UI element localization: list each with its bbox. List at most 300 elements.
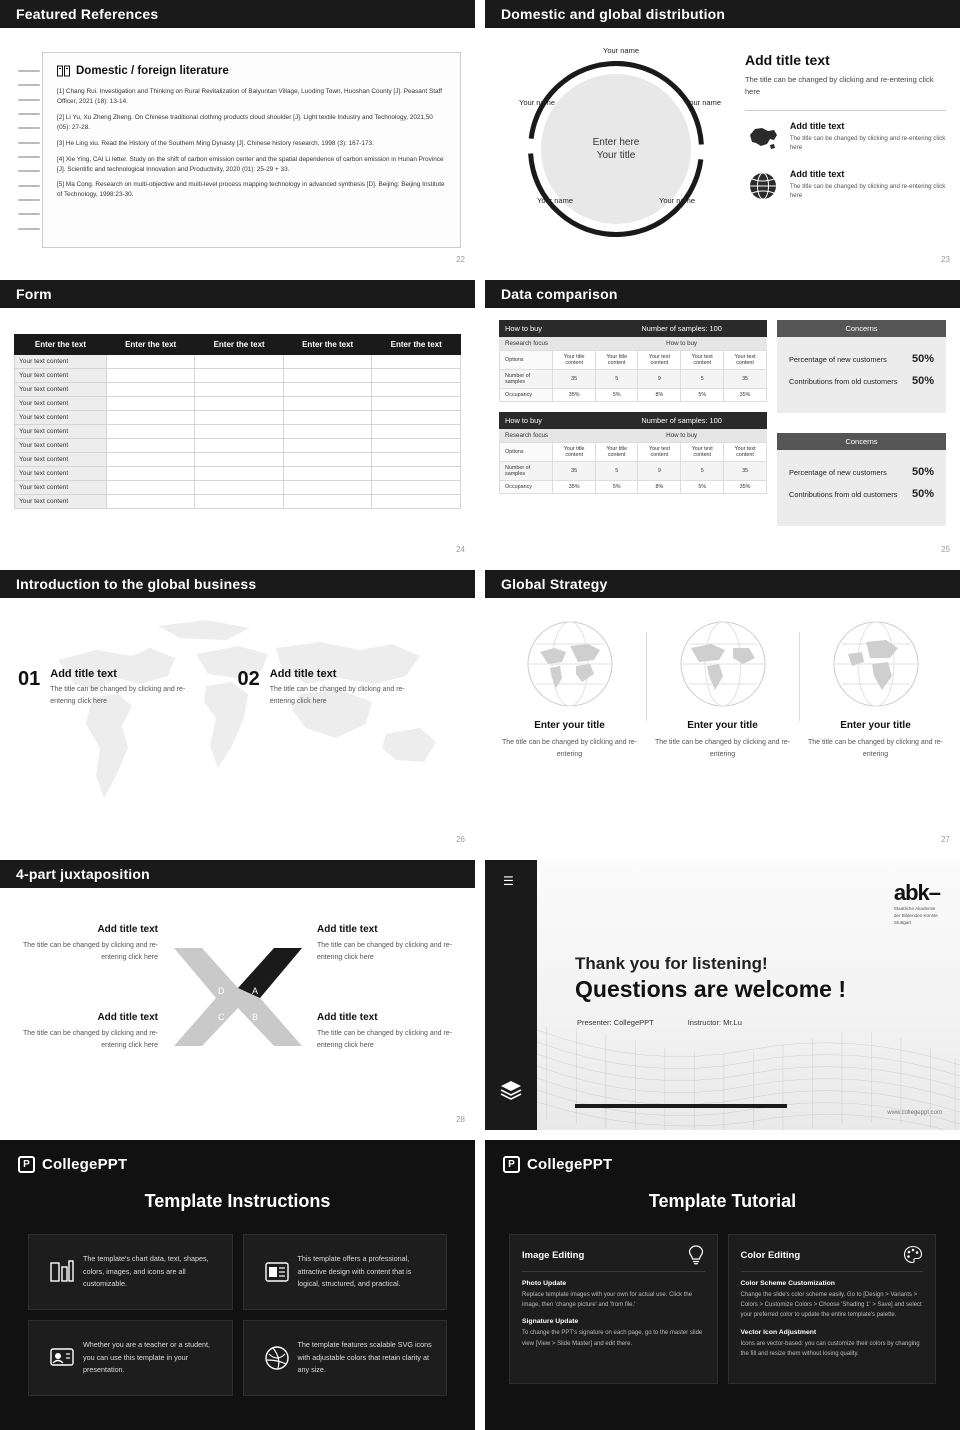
table-cell bbox=[372, 481, 461, 495]
layers-icon bbox=[499, 1078, 523, 1102]
slide-global-business bbox=[0, 570, 475, 850]
concerns-line bbox=[789, 353, 934, 365]
tutorial-section-text: Change the slide's color scheme easily. Go to [Design > Variants > Colors > Customize Colors > Choose 'Shading 1' > Save] and select your preferred color to update the entire template's palette. bbox=[740, 1292, 922, 1319]
concerns-line bbox=[789, 488, 934, 500]
tutorial-section-head: Photo Update bbox=[522, 1280, 567, 1287]
quadrant-top-right bbox=[317, 924, 457, 964]
quadrant-title: Add title text bbox=[97, 924, 158, 935]
concerns-line bbox=[789, 375, 934, 387]
svg-text:A: A bbox=[251, 986, 258, 996]
chart-icon bbox=[41, 1259, 83, 1285]
tutorial-card-head bbox=[741, 1245, 924, 1272]
table-cell: 5% bbox=[681, 481, 724, 494]
table-cell: Number of samples bbox=[500, 462, 553, 481]
distribution-row-title: Add title text bbox=[789, 169, 845, 179]
comparison-sub-left: Research focus bbox=[505, 432, 548, 439]
concerns-value: 50% bbox=[911, 466, 934, 478]
strategy-text: The title can be changed by clicking and re-entering bbox=[501, 739, 638, 758]
instruction-card bbox=[28, 1320, 233, 1396]
concerns-card bbox=[777, 433, 946, 526]
vector-icon bbox=[256, 1345, 298, 1371]
slide-title: Domestic and global distribution bbox=[485, 0, 960, 28]
page-number: 25 bbox=[941, 545, 950, 554]
instructions-heading: Template Instructions bbox=[144, 1191, 331, 1211]
instruction-card bbox=[243, 1234, 448, 1310]
table-cell: Your title content bbox=[553, 351, 596, 370]
table-row bbox=[500, 351, 767, 370]
table-cell: 35% bbox=[553, 389, 596, 402]
table-cell: 5 bbox=[595, 370, 638, 389]
data-table bbox=[14, 334, 461, 509]
tutorial-section-head: Vector Icon Adjustment bbox=[740, 1328, 817, 1336]
distribution-heading: Add title text bbox=[745, 52, 830, 68]
spiral-binding-icon bbox=[14, 52, 42, 248]
table-header-cell: Enter the text bbox=[106, 335, 195, 355]
table-cell: Your text content bbox=[724, 351, 767, 370]
distribution-subtext: The title can be changed by clicking and re-entering click here bbox=[745, 75, 934, 96]
table-cell: Number of samples bbox=[500, 370, 553, 389]
thank-you-meta bbox=[577, 1018, 742, 1027]
table-cell: 9 bbox=[638, 370, 681, 389]
concerns-card bbox=[777, 320, 946, 413]
abk-logo-subtext: Staatliche Akademie der Bildenden Künste Stuttgart bbox=[893, 906, 938, 925]
table-cell bbox=[106, 481, 195, 495]
concerns-panels bbox=[777, 320, 946, 526]
comparison-sub-right: How to buy bbox=[666, 432, 698, 439]
divider bbox=[745, 110, 946, 111]
slide-template-tutorial bbox=[485, 1140, 960, 1430]
table-cell: 35 bbox=[553, 462, 596, 481]
comparison-sub bbox=[499, 429, 767, 442]
thank-you-layout bbox=[485, 860, 960, 1130]
svg-text:C: C bbox=[217, 1012, 224, 1022]
table-row bbox=[15, 495, 461, 509]
table-row bbox=[15, 383, 461, 397]
table-cell: Your text content bbox=[15, 467, 107, 481]
slide-juxtaposition bbox=[0, 860, 475, 1130]
center-line-1: Enter here bbox=[592, 136, 640, 148]
item-number: 02 bbox=[237, 668, 260, 690]
center-line-2: Your title bbox=[596, 150, 636, 161]
table-cell: 5 bbox=[681, 462, 724, 481]
instruction-cards bbox=[0, 1234, 475, 1396]
concerns-value: 50% bbox=[911, 353, 934, 365]
brand-mark-icon: P bbox=[18, 1156, 35, 1173]
accent-bar bbox=[575, 1104, 787, 1108]
tutorial-card-head bbox=[522, 1245, 705, 1272]
distribution-row bbox=[745, 169, 946, 203]
table-row bbox=[500, 370, 767, 389]
table-cell bbox=[372, 425, 461, 439]
table-cell: Your text content bbox=[681, 351, 724, 370]
table-cell bbox=[283, 355, 372, 369]
concerns-line bbox=[789, 466, 934, 478]
table-cell: 35% bbox=[724, 389, 767, 402]
svg-text:D: D bbox=[217, 986, 224, 996]
table-cell: 5% bbox=[595, 389, 638, 402]
item-text: The title can be changed by clicking and re-entering click here bbox=[50, 686, 186, 705]
quadrant-top-left bbox=[18, 924, 158, 964]
thank-you-line-2: Questions are welcome ! bbox=[575, 976, 846, 1002]
page-number: 28 bbox=[456, 1115, 465, 1124]
tutorial-section bbox=[741, 1280, 924, 1321]
instructor-label: Instructor: Mr.Lu bbox=[687, 1018, 742, 1027]
table-header-cell: Enter the text bbox=[283, 335, 372, 355]
table-cell: Your text content bbox=[15, 411, 107, 425]
strategy-text: The title can be changed by clicking and re-entering bbox=[807, 739, 944, 758]
comparison-block bbox=[499, 412, 767, 494]
table-cell bbox=[283, 467, 372, 481]
instruction-text: The template features scalable SVG icons with adjustable colors that retain clarity at any size. bbox=[297, 1339, 432, 1375]
page-number: 26 bbox=[456, 835, 465, 844]
comparison-head-left: How to buy bbox=[505, 416, 542, 425]
table-cell: 5% bbox=[595, 481, 638, 494]
concerns-head: Concerns bbox=[777, 320, 946, 337]
tutorial-section-text: Icons are vector-based: you can customize their colors by changing the fill and resize them without losing quality. bbox=[740, 1340, 920, 1357]
reference-notebook bbox=[14, 52, 461, 248]
page-number: 24 bbox=[456, 545, 465, 554]
table-row bbox=[500, 389, 767, 402]
slide-body bbox=[0, 28, 475, 256]
table-cell: Your text content bbox=[724, 443, 767, 462]
slide-body bbox=[485, 598, 960, 761]
table-cell bbox=[106, 467, 195, 481]
slide-form bbox=[0, 280, 475, 560]
quadrant-bottom-right bbox=[317, 1012, 457, 1052]
menu-icon[interactable]: ☰ bbox=[503, 874, 514, 888]
table-cell bbox=[106, 355, 195, 369]
comparison-table bbox=[499, 350, 767, 402]
slide-title: Form bbox=[0, 280, 475, 308]
strategy-column bbox=[646, 618, 799, 761]
table-cell bbox=[372, 383, 461, 397]
tutorial-section bbox=[522, 1318, 705, 1348]
table-cell: Your title content bbox=[595, 443, 638, 462]
table-cell bbox=[283, 495, 372, 509]
table-cell bbox=[195, 495, 284, 509]
tutorial-card-title: Image Editing bbox=[522, 1249, 585, 1261]
table-row bbox=[15, 411, 461, 425]
concerns-label: Contributions from old customers bbox=[789, 377, 898, 386]
tutorial-section-text: Replace template images with your own for actual use. Click the image, then 'change picture' and 'from file.' bbox=[522, 1292, 693, 1309]
slide-thank-you bbox=[485, 860, 960, 1130]
comparison-sub-left: Research focus bbox=[505, 340, 548, 347]
table-cell bbox=[283, 481, 372, 495]
table-cell: Your text content bbox=[15, 425, 107, 439]
globe-flat-icon bbox=[677, 618, 769, 710]
distribution-row-text: The title can be changed by clicking and re-entering click here bbox=[789, 183, 946, 200]
table-cell bbox=[195, 439, 284, 453]
table-cell: 5% bbox=[681, 389, 724, 402]
table-cell bbox=[195, 411, 284, 425]
table-cell bbox=[283, 439, 372, 453]
comparison-tables bbox=[499, 320, 767, 526]
slide-body bbox=[485, 28, 960, 246]
table-row bbox=[500, 481, 767, 494]
quadrant-text: The title can be changed by clicking and re-entering click here bbox=[317, 1030, 453, 1049]
book-icon bbox=[57, 65, 70, 77]
quadrant-title: Add title text bbox=[97, 1012, 158, 1023]
distribution-text-panel bbox=[739, 46, 946, 246]
item-title: Add title text bbox=[50, 668, 117, 680]
distribution-row-text: The title can be changed by clicking and re-entering click here bbox=[789, 135, 946, 152]
table-cell bbox=[283, 397, 372, 411]
reference-card-heading-text: Domestic / foreign literature bbox=[76, 65, 229, 77]
concerns-head: Concerns bbox=[777, 433, 946, 450]
concerns-label: Percentage of new customers bbox=[789, 355, 887, 364]
palette-icon bbox=[903, 1245, 923, 1265]
brand-name: CollegePPT bbox=[527, 1156, 613, 1173]
table-cell: 35% bbox=[724, 481, 767, 494]
table-row bbox=[15, 467, 461, 481]
table-cell bbox=[372, 355, 461, 369]
table-cell bbox=[283, 369, 372, 383]
table-cell bbox=[106, 425, 195, 439]
table-body bbox=[15, 355, 461, 509]
table-cell: Options bbox=[500, 351, 553, 370]
slide-global-strategy bbox=[485, 570, 960, 850]
table-cell: 35 bbox=[553, 370, 596, 389]
item-number: 01 bbox=[18, 668, 41, 690]
table-row bbox=[15, 369, 461, 383]
reference-item: [4] Xie Ying, CAI Li letter. Study on the shift of carbon emission center and the spatial dependence of carbon emission in Hunan Province [J]. Scientific and technological Innovation and Productivity, 2020 (01): 25-29 + 33. bbox=[57, 155, 444, 173]
table-cell bbox=[372, 439, 461, 453]
node-label-right-top: Your name bbox=[685, 98, 721, 107]
comparison-head bbox=[499, 320, 767, 337]
node-label-top: Your name bbox=[603, 46, 639, 55]
concerns-value: 50% bbox=[911, 375, 934, 387]
instruction-card bbox=[243, 1320, 448, 1396]
brand-logo bbox=[485, 1140, 960, 1173]
quadrant-text: The title can be changed by clicking and re-entering click here bbox=[22, 1030, 158, 1049]
table-cell bbox=[106, 453, 195, 467]
distribution-row-title: Add title text bbox=[789, 121, 845, 131]
reference-card bbox=[42, 52, 461, 248]
table-row bbox=[15, 439, 461, 453]
globe-flat-icon bbox=[830, 618, 922, 710]
instruction-text: Whether you are a teacher or a student, you can use this template in your presentation. bbox=[83, 1339, 211, 1375]
table-cell bbox=[106, 397, 195, 411]
table-cell bbox=[106, 411, 195, 425]
tutorial-card bbox=[509, 1234, 718, 1384]
table-cell: Your text content bbox=[15, 397, 107, 411]
table-cell bbox=[195, 355, 284, 369]
comparison-block bbox=[499, 320, 767, 402]
node-label-left-top: Your name bbox=[519, 98, 555, 107]
table-cell: 35 bbox=[724, 370, 767, 389]
slide-body bbox=[485, 308, 960, 526]
svg-text:B: B bbox=[251, 1012, 258, 1022]
node-label-right-bottom: Your name bbox=[659, 196, 695, 205]
slide-title: 4-part juxtaposition bbox=[0, 860, 475, 888]
concerns-value: 50% bbox=[911, 488, 934, 500]
table-cell bbox=[195, 425, 284, 439]
globe-icon bbox=[745, 169, 782, 203]
table-row bbox=[15, 355, 461, 369]
tutorial-section bbox=[741, 1329, 924, 1359]
table-cell: Occupancy bbox=[500, 481, 553, 494]
comparison-table bbox=[499, 442, 767, 494]
table-row bbox=[15, 397, 461, 411]
page-number: 23 bbox=[941, 255, 950, 264]
slide-title: Featured References bbox=[0, 0, 475, 28]
page-number: 22 bbox=[456, 255, 465, 264]
layout-icon bbox=[256, 1260, 298, 1284]
comparison-head-left: How to buy bbox=[505, 324, 542, 333]
brand-name: CollegePPT bbox=[42, 1156, 128, 1173]
table-cell bbox=[195, 397, 284, 411]
table-cell: Your text content bbox=[638, 443, 681, 462]
reference-item: [5] Ma Cong. Research on multi-objective and multi-level process mapping technology in advanced synthesis [D]. Beijing: Beijing Institute of Technology, 1998:23-30. bbox=[57, 181, 445, 199]
quadrant-bottom-left bbox=[18, 1012, 158, 1052]
abk-logo bbox=[894, 880, 940, 927]
table-cell bbox=[106, 383, 195, 397]
brand-mark-icon: P bbox=[503, 1156, 520, 1173]
node-label-left-bottom: Your name bbox=[537, 196, 573, 205]
globe-flat-icon bbox=[524, 618, 616, 710]
strategy-column bbox=[799, 618, 952, 761]
table-cell: Your text content bbox=[15, 355, 107, 369]
table-cell bbox=[195, 453, 284, 467]
table-header-row bbox=[15, 335, 461, 355]
table-cell: 8% bbox=[638, 389, 681, 402]
table-cell bbox=[283, 425, 372, 439]
comparison-head-right: Number of samples: 100 bbox=[641, 416, 722, 425]
strategy-column bbox=[493, 618, 646, 761]
table-cell: 5 bbox=[595, 462, 638, 481]
distribution-row bbox=[745, 121, 946, 155]
table-row bbox=[500, 462, 767, 481]
table-cell: 9 bbox=[638, 462, 681, 481]
table-cell: Your text content bbox=[15, 369, 107, 383]
tutorial-heading: Template Tutorial bbox=[648, 1191, 797, 1211]
tutorial-section-head: Color Scheme Customization bbox=[740, 1280, 835, 1287]
concerns-label: Percentage of new customers bbox=[789, 468, 887, 477]
table-cell: Your text content bbox=[15, 453, 107, 467]
table-cell: Options bbox=[500, 443, 553, 462]
comparison-sub-right: How to buy bbox=[666, 340, 698, 347]
reference-card-heading bbox=[57, 65, 446, 77]
table-row bbox=[15, 425, 461, 439]
table-cell bbox=[283, 383, 372, 397]
comparison-head bbox=[499, 412, 767, 429]
table-cell: Occupancy bbox=[500, 389, 553, 402]
presenter-icon bbox=[41, 1346, 83, 1370]
table-cell bbox=[372, 453, 461, 467]
comparison-sub bbox=[499, 337, 767, 350]
slide-distribution bbox=[485, 0, 960, 270]
item-title: Add title text bbox=[269, 668, 337, 680]
table-cell: Your title content bbox=[595, 351, 638, 370]
table-cell bbox=[372, 369, 461, 383]
slide-title: Introduction to the global business bbox=[0, 570, 475, 598]
reference-item: [1] Chang Rui. Investigation and Thinking on Rural Revitalization of Baiyuntan Village, Luoding Town, Huoshan County [J]. Peasant Staff Officer, 2021 (18): 13-14. bbox=[57, 88, 442, 105]
footer-url: www.collegeppt.com bbox=[887, 1110, 942, 1116]
reference-item: [2] Li Yu, Xu Zheng Zheng. On Chinese traditional clothing products cloud shoulder [J]. Light textile Industry and Technology, 2021,50 (05): 27-28. bbox=[57, 113, 433, 131]
table-cell: Your text content bbox=[15, 481, 107, 495]
table-cell: Your text content bbox=[638, 351, 681, 370]
slide-featured-references bbox=[0, 0, 475, 270]
table-cell: Your text content bbox=[15, 439, 107, 453]
table-cell bbox=[195, 481, 284, 495]
table-cell bbox=[106, 439, 195, 453]
table-cell bbox=[195, 369, 284, 383]
table-cell bbox=[372, 411, 461, 425]
table-cell bbox=[106, 369, 195, 383]
table-cell: 5 bbox=[681, 370, 724, 389]
presenter-label: Presenter: CollegePPT bbox=[577, 1018, 654, 1027]
table-header-cell: Enter the text bbox=[372, 335, 461, 355]
table-cell bbox=[372, 397, 461, 411]
sidebar-dark bbox=[485, 860, 537, 1130]
table-cell: 35% bbox=[553, 481, 596, 494]
table-row bbox=[500, 443, 767, 462]
slide-body bbox=[0, 308, 475, 517]
bulb-icon bbox=[687, 1245, 705, 1265]
table-cell bbox=[372, 467, 461, 481]
table-cell bbox=[106, 495, 195, 509]
tutorial-card-title: Color Editing bbox=[740, 1249, 801, 1261]
table-row bbox=[15, 453, 461, 467]
instructions-panel bbox=[0, 1140, 475, 1430]
thank-you-main bbox=[537, 860, 960, 1130]
table-header-cell: Enter the text bbox=[15, 335, 107, 355]
strategy-text: The title can be changed by clicking and re-entering bbox=[654, 739, 791, 758]
strategy-title: Enter your title bbox=[687, 720, 758, 731]
tutorial-section-text: To change the PPT's signature on each page, go to the master slide view [View > Slide Master] and edit there. bbox=[522, 1330, 703, 1347]
table-cell bbox=[372, 495, 461, 509]
quadrant-title: Add title text bbox=[317, 924, 378, 935]
strategy-title: Enter your title bbox=[840, 720, 911, 731]
table-cell: 8% bbox=[638, 481, 681, 494]
page-number: 27 bbox=[941, 835, 950, 844]
table-cell: Your text content bbox=[15, 383, 107, 397]
brand-logo bbox=[0, 1140, 475, 1173]
abk-logo-text: abk– bbox=[893, 880, 940, 905]
table-cell: Your text content bbox=[681, 443, 724, 462]
tutorial-cards bbox=[485, 1234, 960, 1384]
strategy-title: Enter your title bbox=[534, 720, 605, 731]
tutorial-section-head: Signature Update bbox=[522, 1318, 579, 1326]
thank-you-line-1: Thank you for listening! bbox=[575, 954, 768, 973]
instruction-text: The template's chart data, text, shapes, colors, images, and icons are all customizable. bbox=[83, 1253, 209, 1289]
table-cell bbox=[195, 383, 284, 397]
table-cell bbox=[283, 411, 372, 425]
slide-template-instructions bbox=[0, 1140, 475, 1430]
table-cell bbox=[195, 467, 284, 481]
item-text: The title can be changed by clicking and re-entering click here bbox=[269, 686, 405, 705]
slide-data-comparison bbox=[485, 280, 960, 560]
radial-diagram bbox=[499, 46, 739, 246]
table-cell: 35 bbox=[724, 462, 767, 481]
china-map-icon bbox=[745, 121, 782, 155]
x-diagram bbox=[168, 942, 308, 1052]
concerns-body bbox=[777, 337, 946, 413]
instruction-text: This template offers a professional, attractive design with content that is logical, structured, and practical. bbox=[297, 1253, 412, 1289]
instruction-card bbox=[28, 1234, 233, 1310]
reference-item: [3] He Ling xiu. Read the History of the Southern Ming Dynasty [J]. Chinese history research, 1998 (3): 167-173. bbox=[57, 139, 374, 147]
table-cell bbox=[283, 453, 372, 467]
concerns-body bbox=[777, 450, 946, 526]
comparison-head-right: Number of samples: 100 bbox=[641, 324, 722, 333]
tutorial-panel bbox=[485, 1140, 960, 1430]
slide-body bbox=[0, 888, 475, 1128]
quadrant-title: Add title text bbox=[317, 1012, 378, 1023]
global-business-item bbox=[18, 668, 238, 708]
table-cell: Your title content bbox=[553, 443, 596, 462]
slide-title: Data comparison bbox=[485, 280, 960, 308]
global-business-items bbox=[0, 598, 475, 708]
